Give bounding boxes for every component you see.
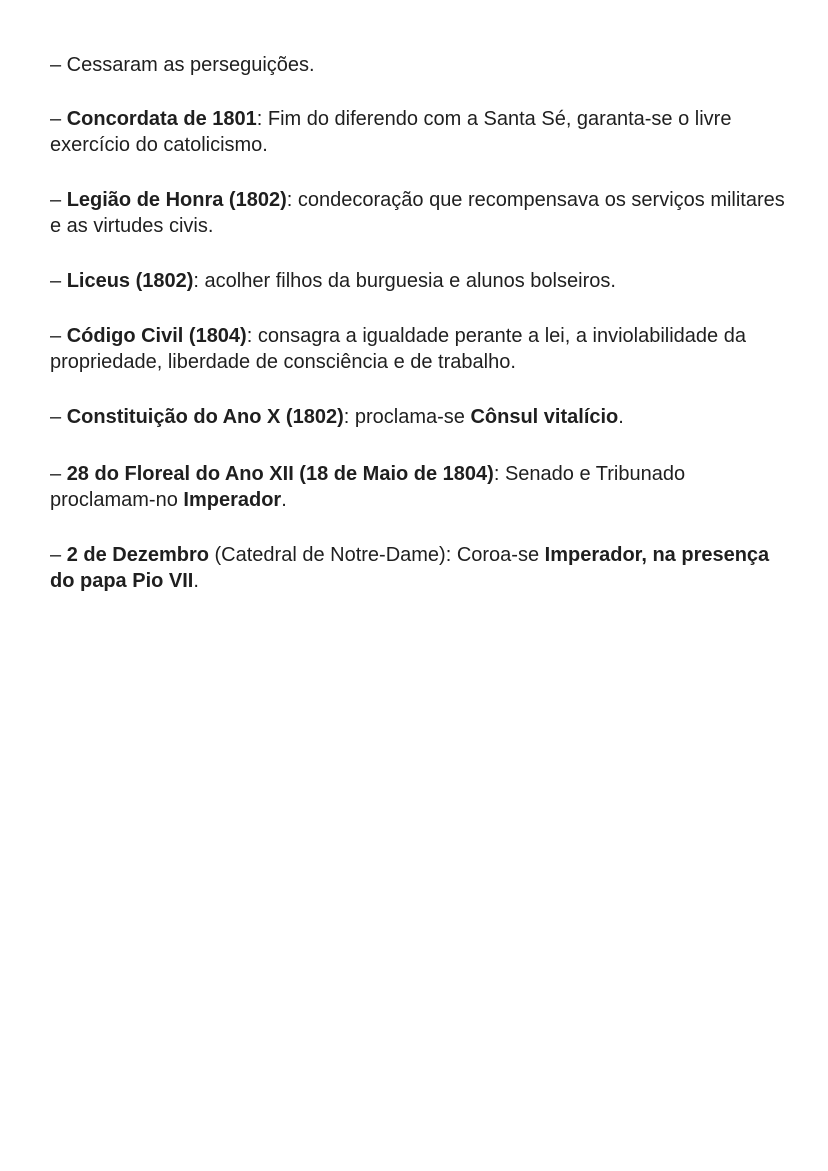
entry-punctuation: . (281, 489, 287, 511)
entry-text: – Cessaram as perseguições. (50, 54, 315, 76)
entry-text: : consagra a igualdade perante a lei, a inviolabilidade da propriedade, liberdade de consciência e de trabalho. (50, 325, 746, 373)
entry-dash: – (50, 189, 67, 211)
entry-heading: 28 do Floreal do Ano XII (18 de Maio de 1804) (66, 463, 494, 485)
entry-concordat (50, 106, 790, 158)
entry-dash: – (50, 544, 67, 566)
entry-emphasis: Imperador, na presença do papa Pio VII (50, 544, 770, 592)
entry-lyceums (50, 268, 616, 294)
entry-heading: 2 de Dezembro (66, 544, 209, 566)
entry-dash: – (50, 325, 67, 347)
entry-coronation (50, 542, 790, 594)
entry-dash: – (50, 406, 67, 428)
entry-punctuation: . (193, 570, 199, 592)
entry-persecutions (50, 52, 315, 78)
entry-text: : proclama-se (343, 406, 471, 428)
entry-civil-code (50, 323, 790, 375)
entry-emphasis: Imperador (183, 489, 282, 511)
entry-emphasis: Cônsul vitalício (470, 406, 619, 428)
entry-text: : Senado e Tribunado proclamam-no (50, 463, 686, 511)
entry-heading: Concordata de 1801 (66, 108, 257, 130)
entry-dash: – (50, 270, 67, 292)
entry-constitution-year-x (50, 404, 624, 430)
entry-heading: Legião de Honra (1802) (66, 189, 287, 211)
entry-legion-of-honour (50, 187, 790, 239)
entry-heading: Código Civil (1804) (66, 325, 247, 347)
entry-text: : acolher filhos da burguesia e alunos bolseiros. (193, 270, 616, 292)
entry-text: : condecoração que recompensava os serviços militares e as virtudes civis. (50, 189, 785, 237)
entry-heading: Constituição do Ano X (1802) (66, 406, 344, 428)
entry-dash: – (50, 108, 67, 130)
entry-dash: – (50, 463, 67, 485)
entry-text: (Catedral de Notre-Dame): Coroa-se (208, 544, 545, 566)
entry-punctuation: . (618, 406, 624, 428)
entry-text: : Fim do diferendo com a Santa Sé, garanta-se o livre exercício do catolicismo. (50, 108, 732, 156)
entry-heading: Liceus (1802) (66, 270, 194, 292)
entry-floreal (50, 461, 790, 513)
